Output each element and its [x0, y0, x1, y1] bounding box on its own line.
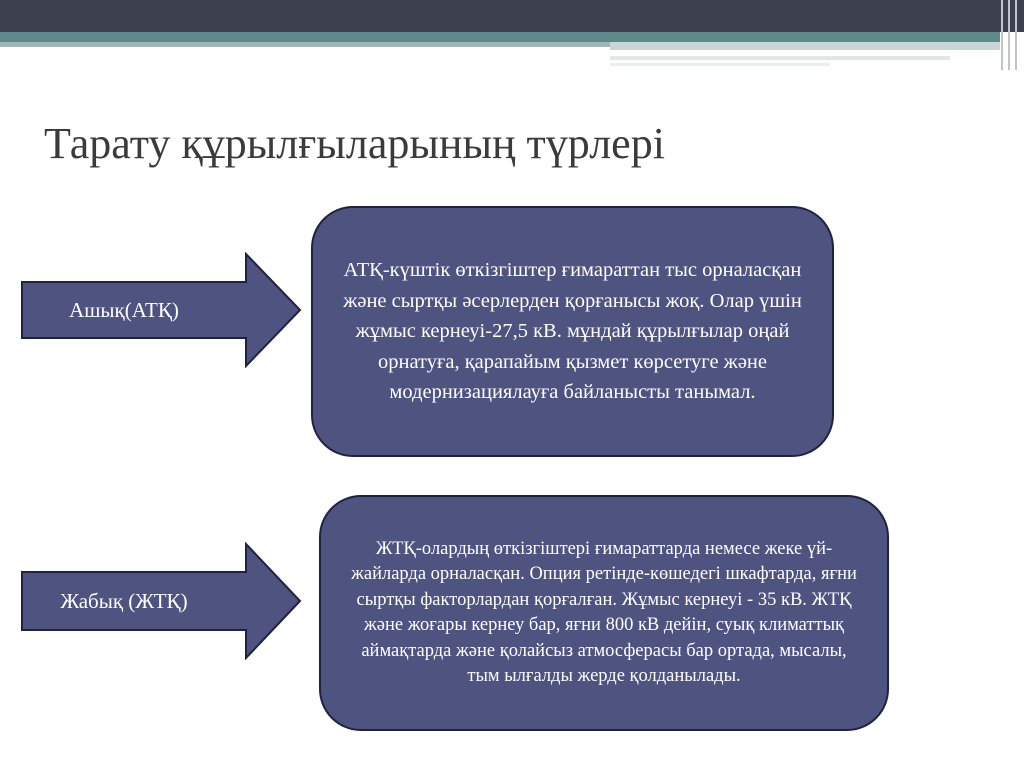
header-band-light [610, 56, 950, 60]
description-text-closed: ЖТҚ-олардың өткізгіштері ғимараттарда немесе жеке үй-жайларда орналасқан. Опция ретінде-көшедегі шкафтарда, яғни сыртқы факторлардан қорғалған. Жұмыс кернеуі - 35 кВ. ЖТҚ және жоғары кернеу бар, яғни 800 кВ дейін, суық климаттық аймақтарда және қолайсыз атмосферасы бар ортада, мысалы, тым ылғалды жерде қолданылады. [351, 538, 857, 686]
slide-title: Тарату құрылғыларының түрлері [44, 119, 665, 168]
header-vertical-line [1015, 0, 1017, 70]
item-label-closed: Жабық (ЖТҚ) [60, 588, 188, 613]
header-band-light [0, 42, 610, 47]
description-box-closed [319, 495, 889, 731]
description-box-open [311, 206, 834, 457]
header-band-teal [0, 32, 1000, 42]
header-band-light [610, 42, 1000, 50]
header-vertical-line [1001, 0, 1003, 70]
item-label-open: Ашық(АТҚ) [69, 297, 179, 322]
header-vertical-line [1008, 0, 1010, 70]
header-band-light [610, 63, 830, 66]
header-band-dark [0, 0, 1024, 32]
description-text-open: АТҚ-күштік өткізгіштер ғимараттан тыс орналасқан және сыртқы әсерлерден қорғанысы жоқ. Олар үшін жұмыс кернеуі-27,5 кВ. мұндай құрылғылар оңай орнатуға, қарапайым қызмет көрсетуге және модернизациялауға байланысты танымал. [343, 259, 802, 404]
